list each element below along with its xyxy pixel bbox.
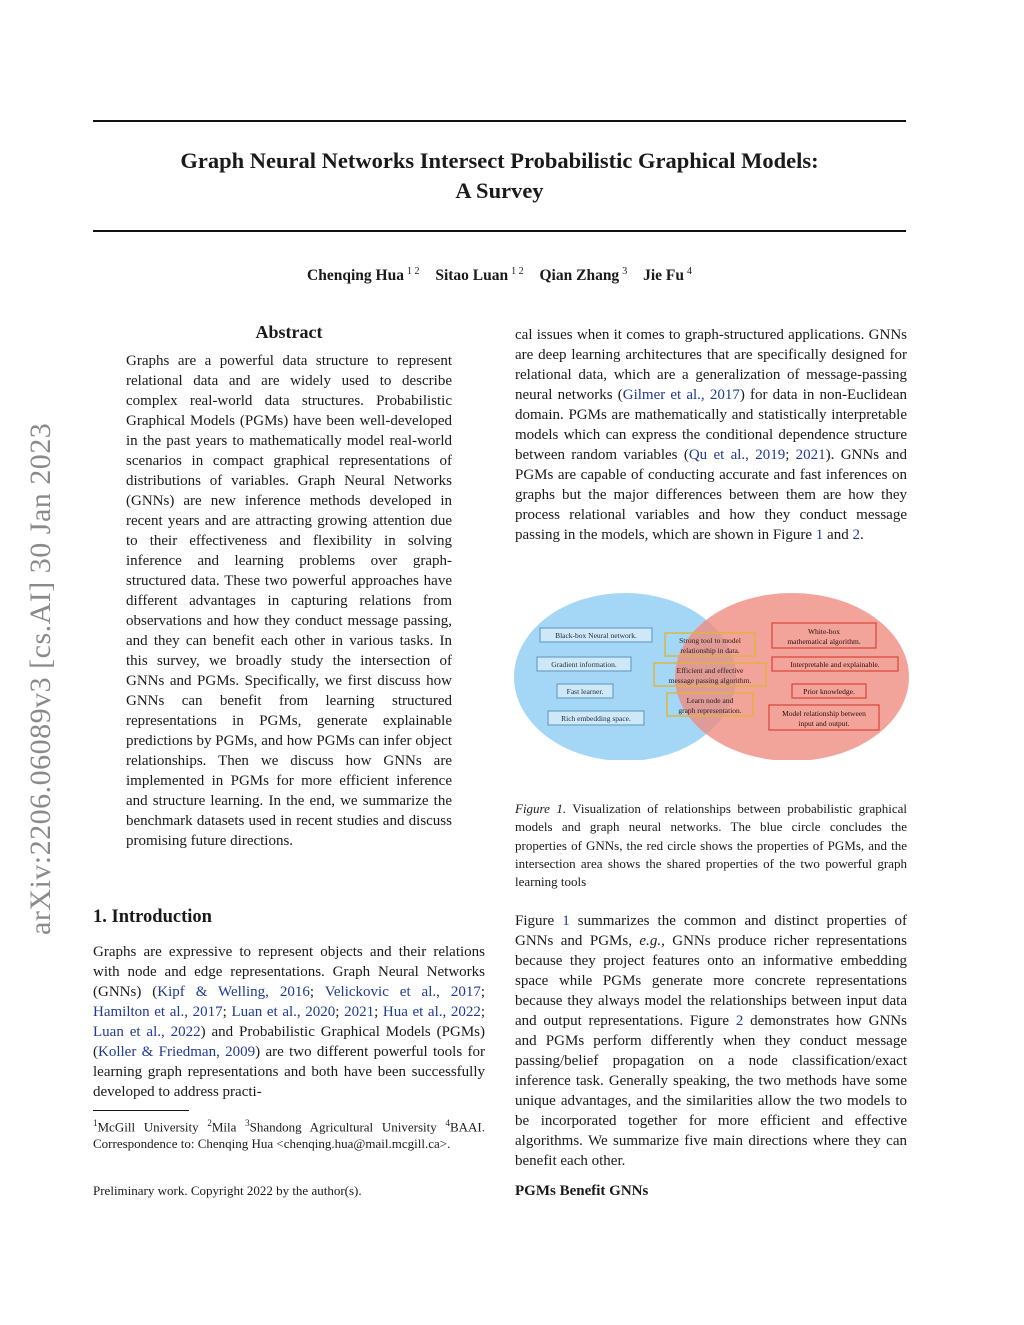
gnn-property-label: Gradient information. — [551, 660, 617, 669]
arxiv-watermark: arXiv:2206.06089v3 [cs.AI] 30 Jan 2023 — [24, 422, 57, 935]
citation-link[interactable]: Luan et al., 2022 — [93, 1024, 201, 1040]
pgm-property-label: mathematical algorithm. — [787, 637, 861, 646]
shared-property-label: relationship in data. — [680, 646, 740, 655]
citation-link[interactable]: Koller & Friedman, 2009 — [98, 1044, 256, 1060]
right-column-paragraph-2 — [515, 911, 907, 1171]
footnote-sup: 3 — [245, 1118, 250, 1128]
figure-caption — [515, 800, 907, 891]
copyright-note: Preliminary work. Copyright 2022 by the author(s). — [93, 1183, 362, 1198]
caption-text: Visualization of relationships between probabilistic graphical models and graph neural networks. The blue circle concludes the properties of GNNs, the red circle shows the properties of PGMs, and the intersection area shows the shared properties of the two powerful graph learning tools — [515, 801, 907, 890]
citation-link[interactable]: Kipf & Welling, 2016 — [157, 984, 310, 1000]
author-affiliation: 1 2 — [406, 266, 420, 277]
body-text: demonstrates how GNNs and PGMs perform differently when they conduct message passing/belief propagation on a node classification/exact inference task. Generally speaking, the two methods have some unique advantages, and the similarities allow the two models to be incorporated together for more efficient and effective algorithms. We summarize five main directions where they can benefit each other. — [515, 1013, 907, 1169]
figure-ref-link[interactable]: 2 — [852, 527, 860, 543]
pgm-property-label: Interpretable and explainable. — [790, 660, 880, 669]
pgm-property-label: Model relationship between — [782, 709, 866, 718]
intro-text: ) and Probabilistic Graphical Models (PGMs) ( — [93, 1024, 485, 1060]
citation-link[interactable]: 2021 — [795, 447, 826, 463]
shared-property-label: Efficient and effective — [676, 666, 744, 675]
title-bottom-rule — [93, 230, 906, 232]
gnn-property-label: Fast learner. — [566, 687, 604, 696]
body-text: Figure — [515, 913, 563, 929]
intro-sep: ; — [309, 984, 325, 1000]
citation-link[interactable]: Luan et al., 2020 — [231, 1004, 336, 1020]
author-list — [93, 266, 906, 285]
citation-link[interactable]: Hamilton et al., 2017 — [93, 1004, 223, 1020]
citation-link[interactable]: Velickovic et al., 2017 — [324, 984, 481, 1000]
body-text: . — [859, 527, 864, 543]
pgm-property-label: Prior knowledge. — [803, 687, 855, 696]
gnn-property-label: Rich embedding space. — [561, 714, 631, 723]
footnote-rule — [93, 1110, 189, 1111]
body-text: GNNs produce richer representations because they project features onto an informative embedding space while PGMs generate more concrete representations because they always model the relationships between input data and output representations. Figure — [515, 933, 907, 1029]
citation-link[interactable]: Hua et al., 2022 — [382, 1004, 481, 1020]
author-affiliation: 1 2 — [511, 266, 524, 277]
subsection-heading: PGMs Benefit GNNs — [515, 1183, 649, 1199]
author-affiliation: 4 — [686, 266, 692, 277]
intro-text: Graphs are expressive to represent objects and their relations with node and edge representations. Graph Neural Networks (GNNs) ( — [93, 944, 485, 1000]
footnote-sup: 1 — [93, 1118, 98, 1128]
figure-ref-link[interactable]: 2 — [735, 1013, 744, 1029]
introduction-heading: 1. Introduction — [93, 907, 212, 927]
pgm-property-label: input and output. — [798, 719, 850, 728]
body-text: and — [823, 527, 853, 543]
footnote-text: Shandong Agricultural University — [249, 1119, 446, 1135]
body-text: ). GNNs and PGMs are capable of conducting accurate and fast inferences on graphs but the major differences between them are how they process relational variables and how they conduct message passing in the models, which are shown in Figure — [515, 447, 907, 543]
footnote-text: McGill University — [97, 1119, 208, 1135]
affiliation-footnote — [93, 1115, 485, 1152]
citation-link[interactable]: Gilmer et al., 2017 — [622, 387, 740, 403]
author-name: Sitao Luan — [435, 267, 509, 285]
abstract-heading: Abstract — [255, 322, 323, 342]
citation-link[interactable]: 2021 — [344, 1004, 375, 1020]
shared-property-label: graph representation. — [678, 706, 742, 715]
body-text: cal issues when it comes to graph-structured applications. GNNs are deep learning architectures that are specifically designed for relational data, which are a generalization of message-passing neural networks ( — [515, 327, 907, 403]
paper-title — [93, 146, 906, 206]
footnote-text: Mila — [211, 1119, 246, 1135]
intro-sep: ; — [222, 1004, 232, 1020]
shared-property-label: message passing algorithm. — [668, 676, 752, 685]
body-text: ) for data in non-Euclidean domain. PGMs are mathematically and statistically interpretable models which can express the conditional dependence structure between random variables ( — [515, 387, 907, 463]
intro-sep: ; — [374, 1004, 383, 1020]
pgm-property-label: White-box — [807, 627, 841, 636]
body-text: ; — [785, 447, 796, 463]
right-column-paragraph — [515, 325, 907, 545]
title-line-1: Graph Neural Networks Intersect Probabilistic Graphical Models: — [180, 148, 819, 173]
venn-diagram-figure — [510, 585, 910, 760]
figure-ref-link[interactable]: 1 — [815, 527, 824, 543]
footnote-sup: 4 — [445, 1118, 450, 1128]
figure-ref-link[interactable]: 1 — [562, 913, 570, 929]
author-affiliation: 3 — [622, 266, 628, 277]
author-name: Chenqing Hua — [307, 267, 404, 285]
author-name: Qian Zhang — [539, 267, 620, 285]
footnote-sup: 2 — [207, 1118, 212, 1128]
citation-link[interactable]: Qu et al., 2019 — [688, 447, 786, 463]
abstract-text: Graphs are a powerful data structure to represent relational data and are widely used to describe complex real-world data structures. Probabilistic Graphical Models (PGMs) have been well-developed in the past years to mathematically model real-world scenarios in compact graphical representations of distributions of variables. Graph Neural Networks (GNNs) are new inference methods developed in recent years and are attracting growing attention due to their effectiveness and flexibility in solving inference and learning problems over graph-structured data. These two powerful approaches have different advantages in capturing relations from observations and how they conduct message passing, and they can benefit each other in various tasks. In this survey, we broadly study the intersection of GNNs and PGMs. Specifically, we first discuss how GNNs can benefit from learning structured representations in PGMs, generate explainable predictions by PGMs, and how PGMs can infer object relationships. Then we discuss how GNNs are implemented in PGMs for more efficient inference and structure learning. In the end, we summarize the benchmark datasets used in recent studies and discuss promising future directions. — [126, 353, 452, 849]
title-top-rule — [93, 120, 906, 122]
intro-sep: ; — [335, 1004, 345, 1020]
caption-label: Figure 1. — [515, 801, 567, 816]
gnn-property-label: Black-box Neural network. — [555, 631, 637, 640]
footnote-text: BAAI. Correspondence to: Chenqing Hua <chenqing.hua@mail.mcgill.ca>. — [93, 1119, 485, 1152]
shared-property-label: Strong tool to model — [679, 636, 741, 645]
intro-text: ) are two different powerful tools for learning graph representations and both have been successfully developed to address practi- — [93, 1044, 485, 1100]
shared-property-label: Learn node and — [686, 696, 734, 705]
intro-sep: ; — [480, 1004, 486, 1020]
title-line-2: A Survey — [455, 178, 544, 203]
body-text: summarizes the common and distinct properties of GNNs and PGMs, — [515, 913, 907, 949]
intro-sep: ; — [480, 984, 485, 1000]
author-name: Jie Fu — [643, 267, 684, 285]
introduction-paragraph — [93, 942, 485, 1102]
body-text: e.g., — [639, 933, 665, 949]
